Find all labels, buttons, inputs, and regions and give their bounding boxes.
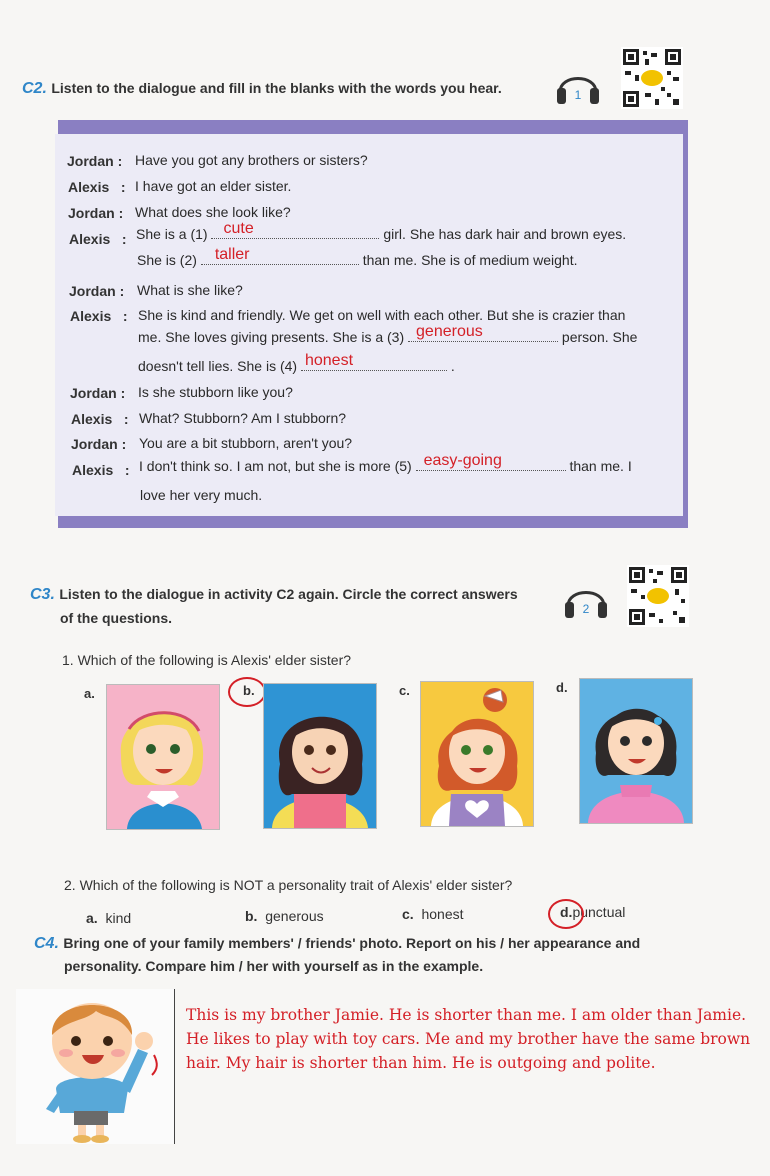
dialogue-line: You are a bit stubborn, aren't you? bbox=[139, 435, 353, 451]
answer-circle-q1 bbox=[228, 677, 266, 707]
speaker-label: Alexis : bbox=[68, 179, 126, 195]
speaker-label: Jordan : bbox=[69, 283, 125, 299]
report-line: He likes to play with toy cars. Me and my brother have the same brown bbox=[186, 1030, 751, 1048]
answer-blank-4[interactable]: honest bbox=[304, 352, 354, 369]
speaker-label: Alexis : bbox=[72, 462, 130, 478]
speaker-label: Jordan : bbox=[70, 385, 126, 401]
speaker-label: Jordan : bbox=[71, 436, 127, 452]
speaker-label: Alexis : bbox=[69, 231, 127, 247]
dialogue-line: What is she like? bbox=[137, 282, 243, 298]
report-text bbox=[186, 1003, 756, 1075]
boy-illustration bbox=[16, 989, 175, 1144]
picture-a-girl[interactable] bbox=[106, 684, 220, 830]
c2-heading bbox=[22, 80, 502, 98]
report-line: This is my brother Jamie. He is shorter than me. I am older than Jamie. bbox=[186, 1006, 747, 1024]
c2-title: Listen to the dialogue and fill in the blanks with the words you hear. bbox=[51, 80, 502, 96]
answer-blank-3[interactable]: generous bbox=[416, 323, 483, 340]
c3-title-line2: of the questions. bbox=[60, 610, 172, 626]
answer-blank-5[interactable]: easy-going bbox=[423, 452, 502, 469]
c2-code: C2. bbox=[22, 80, 47, 97]
answer-circle-q2 bbox=[548, 899, 584, 929]
speaker-label: Alexis : bbox=[70, 308, 128, 324]
question-2: 2. Which of the following is NOT a personality trait of Alexis' elder sister? bbox=[64, 877, 513, 893]
speaker-label: Jordan : bbox=[67, 153, 123, 169]
dialogue-line: She is (2) taller than me. She is of medium weight. bbox=[137, 246, 578, 268]
dialogue-line: What? Stubborn? Am I stubborn? bbox=[139, 410, 347, 426]
dialogue-line: me. She loves giving presents. She is a (3) generous person. She bbox=[138, 323, 638, 345]
dialogue-line: I have got an elder sister. bbox=[135, 178, 292, 194]
dialogue-line: She is a (1) cute girl. She has dark hair and brown eyes. bbox=[136, 220, 627, 242]
c3-code: C3. bbox=[30, 586, 55, 603]
option-a[interactable]: a. kind bbox=[86, 910, 132, 926]
headphones-icon[interactable] bbox=[554, 64, 602, 108]
c4-heading bbox=[34, 935, 640, 953]
c4-title-line2: personality. Compare him / her with yourself as in the example. bbox=[64, 958, 484, 974]
question-1: 1. Which of the following is Alexis' elder sister? bbox=[62, 652, 352, 668]
answer-blank-2[interactable]: taller bbox=[214, 246, 250, 263]
option-b[interactable]: b. generous bbox=[245, 908, 324, 924]
report-line: hair. My hair is shorter than him. He is outgoing and polite. bbox=[186, 1054, 656, 1072]
c3-track: 2 bbox=[582, 602, 590, 616]
answer-blank-1[interactable]: cute bbox=[223, 220, 254, 237]
picture-label-a: a. bbox=[84, 686, 95, 701]
picture-label-b: b. bbox=[243, 683, 255, 698]
c3-heading bbox=[30, 586, 518, 604]
speaker-label: Jordan : bbox=[68, 205, 124, 221]
picture-label-c: c. bbox=[399, 683, 410, 698]
c3-title-line1: Listen to the dialogue in activity C2 again. Circle the correct answers bbox=[59, 586, 518, 602]
c4-title-line1: Bring one of your family members' / friends' photo. Report on his / her appearance and bbox=[63, 935, 641, 951]
option-d[interactable]: d.punctual bbox=[560, 904, 626, 920]
dialogue-line: Have you got any brothers or sisters? bbox=[135, 152, 368, 168]
speaker-label: Alexis : bbox=[71, 411, 129, 427]
picture-d-girl[interactable] bbox=[579, 678, 693, 824]
dialogue-line: love her very much. bbox=[140, 487, 263, 503]
dialogue-line: She is kind and friendly. We get on well with each other. But she is crazier than bbox=[138, 307, 626, 323]
headphones-icon[interactable] bbox=[562, 578, 610, 622]
c4-code: C4. bbox=[34, 935, 59, 952]
dialogue-line: Is she stubborn like you? bbox=[138, 384, 293, 400]
picture-c-girl[interactable] bbox=[420, 681, 534, 827]
dialogue-line: doesn't tell lies. She is (4) honest . bbox=[138, 352, 455, 374]
qr-code-icon[interactable] bbox=[621, 47, 683, 109]
c2-track: 1 bbox=[574, 88, 582, 102]
option-c[interactable]: c. honest bbox=[402, 906, 464, 922]
picture-b-girl[interactable] bbox=[263, 683, 377, 829]
picture-label-d: d. bbox=[556, 680, 568, 695]
qr-code-icon[interactable] bbox=[627, 565, 689, 627]
dialogue-line: What does she look like? bbox=[135, 204, 291, 220]
dialogue-line: I don't think so. I am not, but she is more (5) easy-going than me. I bbox=[139, 452, 632, 474]
